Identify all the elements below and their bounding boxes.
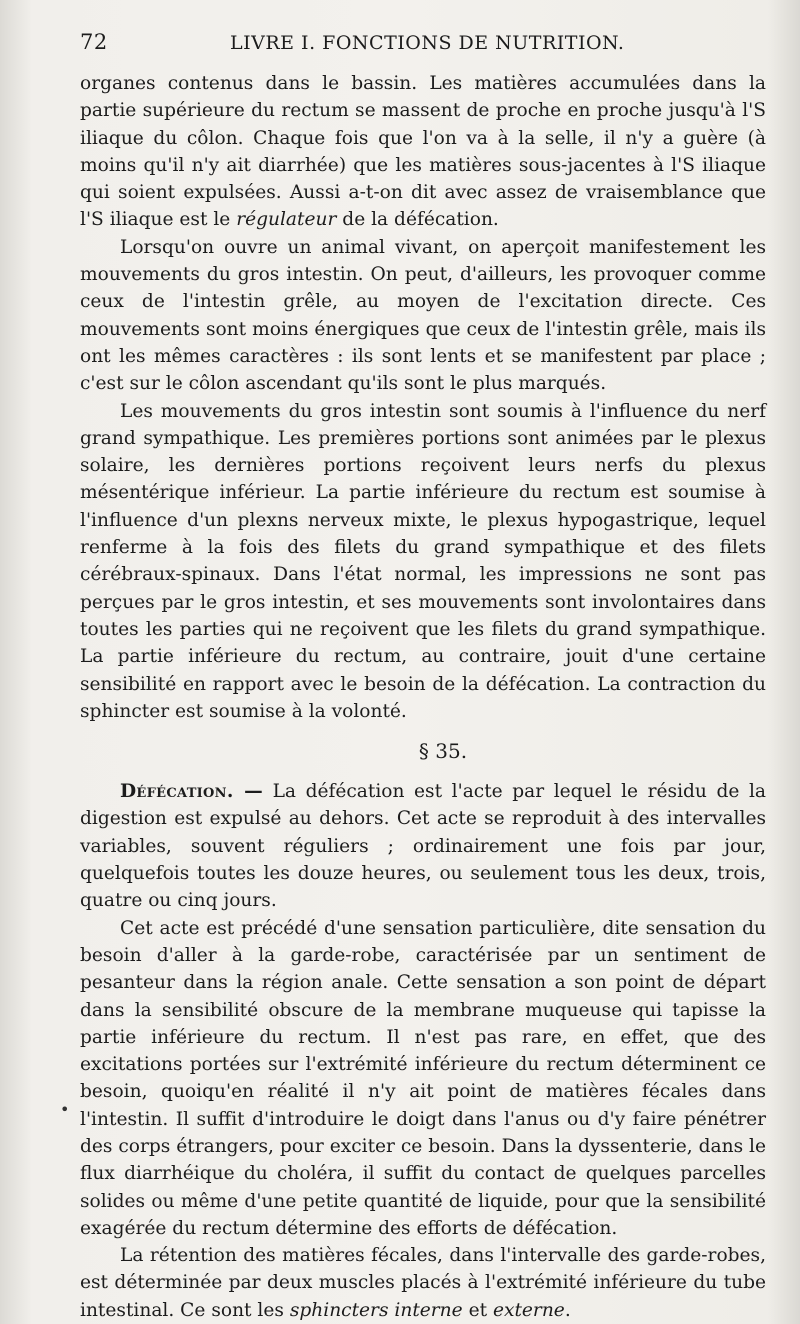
emphasis-sphincters-interne: sphincters interne — [289, 1299, 463, 1321]
paragraph-3: Les mouvements du gros intestin sont soumis à l'influence du nerf grand sympathique. Les premières portions sont animées par le plexus solaire, les dernières portions reçoivent leurs nerfs du plexus mésentérique inférieur. La partie inférieure du rectum est soumise à l'influence d'un plexns nerveux mixte, le plexus hypogastrique, lequel renferme à la fois des filets du grand sympathique et des filets cérébraux-spinaux. Dans l'état normal, les impressions ne sont pas perçues par le gros intestin, et ses mouvements sont involontaires dans toutes les parties qui ne reçoivent que les filets du grand sympathique. La partie inférieure du rectum, au contraire, jouit d'une certaine sensibilité en rapport avec le besoin de la défécation. La contraction du sphincter est soumise à la volonté. — [80, 400, 766, 722]
running-title: LIVRE I. FONCTIONS DE NUTRITION. — [230, 32, 625, 54]
paragraph-5: Cet acte est précédé d'une sensation particulière, dite sensation du besoin d'aller à la garde-robe, caractérisée par un sentiment de pesanteur dans la région anale. Cette sensation a son point de départ dans la sensibilité obscure de la membrane muqueuse qui tapisse la partie inférieure du rectum. Il n'est pas rare, en effet, que des excitations portées sur l'extrémité inférieure du rectum déterminent ce besoin, quoiqu'en réalité il n'y ait point de matières fécales dans l'intestin. Il suffit d'introduire le doigt dans l'anus ou d'y faire pénétrer des corps étrangers, pour exciter ce besoin. Dans la dyssenterie, dans le flux diarrhéique du choléra, il suffit du contact de quelques parcelles solides ou même d'une petite quantité de liquide, pour que la sensibilité exagérée du rectum détermine des efforts de défécation. — [80, 917, 766, 1239]
paragraph-1-end: de la défécation. — [336, 209, 499, 231]
paragraph-6-end: . — [564, 1299, 571, 1321]
paragraph-4-text: La défécation est l'acte par lequel le résidu de la digestion est expulsé au dehors. Cet acte se reproduit à des intervalles variables, souvent réguliers ; ordinairement une fois par jour, quelquefois toutes les douze heures, ou seulement tous les deux, trois, quatre ou cinq jours. — [80, 781, 767, 912]
paragraph-6-text: La rétention des matières fécales, dans l'intervalle des garde-robes, est déterminée par deux muscles placés à l'extrémité inférieure du tube intestinal. Ce sont les — [80, 1245, 766, 1321]
emphasis-regulateur: régulateur — [236, 209, 337, 231]
paragraph-1 — [80, 70, 766, 234]
paragraph-2: Lorsqu'on ouvre un animal vivant, on aperçoit manifestement les mouvements du gros intestin. On peut, d'ailleurs, les provoquer comme ceux de l'intestin grêle, au moyen de l'excitation directe. Ces mouvements sont moins énergiques que ceux de l'intestin grêle, mais ils ont les mêmes caractères : ils sont lents et se manifestent par place ; c'est sur le côlon ascendant qu'ils sont le plus marqués. — [80, 236, 766, 395]
page-number: 72 — [80, 30, 108, 54]
paragraph-6-conjunction: et — [462, 1299, 493, 1321]
margin-mark: • — [60, 1100, 70, 1119]
paragraph-6 — [80, 1242, 766, 1324]
paragraph-1-text: organes contenus dans le bassin. Les matières accumulées dans la partie supérieure du rectum se massent de proche en proche jusqu'à l'S iliaque du côlon. Chaque fois que l'on va à la selle, il n'y a guère (à moins qu'il n'y ait diarrhée) que les matières sous-jacentes à l'S iliaque qui soient expulsées. Aussi a-t-on dit avec assez de vraisemblance que l'S iliaque est le — [80, 73, 766, 231]
section-heading: § 35. — [418, 739, 468, 764]
paragraph-4 — [80, 778, 766, 914]
runin-heading-defecation: Défécation. — — [120, 781, 263, 803]
page-header — [80, 30, 766, 70]
emphasis-externe: externe — [492, 1299, 565, 1321]
